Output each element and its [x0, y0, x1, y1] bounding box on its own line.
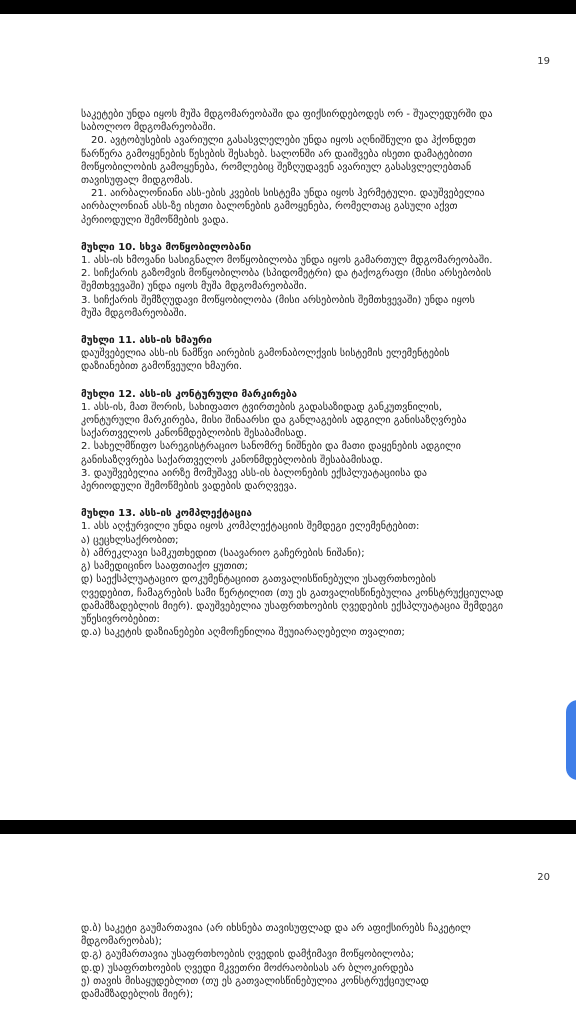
section-heading: მუხლი 11. ასს-ის ხმაური [81, 335, 212, 347]
text-line: დაუშვებელია ასს-ის ნამწვი აირების გამონაბოლქვის სისტემის ელემენტების [81, 348, 450, 360]
section-12-body [81, 401, 550, 493]
text-line: გ) სამედიცინო სააფთიაქო ყუთით; [81, 561, 249, 573]
text-line: მუშა მდგომარეობაში. [81, 307, 187, 319]
text-line: დ.დ) უსაფრთხოების ღვედი მკვეთრი მოძრაობისას არ ბლოკირდება [81, 962, 414, 974]
section-10-body [81, 254, 550, 320]
page-separator-bar [0, 820, 576, 834]
text-line: 1. ასს-ის ხმოვანი სასიგნალო მოწყობილობა უნდა იყოს გამართულ მდგომარეობაში. [81, 255, 493, 267]
text-line: დამამზადებლის მიერ). დაუშვებელია უსაფრთხოების ღვედების ექსპლუატაცია შემდეგი [81, 600, 504, 612]
page-number: 19 [537, 56, 550, 67]
text-line: კონტურული მარკირება, მისი შინაარსი და განლაგების ადგილი განისაზღვრება [81, 415, 467, 427]
text-line: 3. სიჩქარის შემზღუდავი მოწყობილობა (მისი არსებობის შემთხვევაში) უნდა იყოს [81, 294, 475, 306]
text-line: მოწყობილობის გამოყენება, რომლებიც შეზღუდავენ ავარიულ გასასვლელებთან [81, 161, 472, 173]
text-line: 2. სახელმწიფო სარეგისტრაციო სანომრე ნიშნები და მათი დაყენების ადგილი [81, 441, 461, 453]
scroll-handle[interactable] [566, 700, 576, 780]
text-line: ე) თავის მისაყუდებლით (თუ ეს გათვალისწინებულია კონსტრუქციულად [81, 975, 429, 987]
section-13-body [81, 520, 550, 639]
text-line: ა) ცეცხლსაქრობით; [81, 534, 179, 546]
page-number: 20 [537, 872, 550, 883]
text-line: საქართველოს კანონმდებლობის შესაბამისად. [81, 428, 307, 440]
section-heading: მუხლი 13. ასს-ის კომპლექტაცია [81, 508, 252, 520]
intro-paragraph [81, 108, 550, 227]
text-line: განისაზღვრება საქართველოს კანონმდებლობის შესაბამისად. [81, 454, 383, 466]
top-black-bar [0, 0, 576, 14]
text-line: ბ) ამრეკლავი სამკუთხედით (საავარიო გაჩერების ნიშანი); [81, 547, 365, 559]
text-line: საკეტები უნდა იყოს მუშა მდგომარეობაში და ფიქსირდებოდეს ორ - შუალედურში და [81, 109, 493, 120]
text-line: 21. აირბალონიანი ასს-ების კვების სისტემა უნდა იყოს ჰერმეტული. დაუშვებელია [91, 188, 485, 200]
text-line: წარწერა გამოყენების წესების შესახებ. სალონში არ დაიშვება ისეთი დამატებითი [81, 148, 473, 160]
text-line: შემთხვევაში) უნდა იყოს მუშა მდგომარეობაში. [81, 281, 307, 293]
text-line: 1. ასს-ის, მათ შორის, სახიფათო ტვირთების გადასაზიდად განკუთვნილის, [81, 401, 443, 413]
text-line: 3. დაუშვებელია აირზე მომუშავე ასს-ის ბალონების ექსპლუატაციისა და [81, 467, 427, 479]
section-heading: მუხლი 12. ასს-ის კონტურული მარკირება [81, 388, 298, 400]
text-line: უწესივრობებით: [81, 613, 160, 625]
text-line: 1. ასს აღჭურვილი უნდა იყოს კომპლექტაციის შემდეგი ელემენტებით: [81, 521, 420, 533]
text-line: 20. ავტობუსების ავარიული გასასვლელები უნდა იყოს აღნიშნული და ჰქონდეთ [91, 135, 476, 147]
page-19-content [81, 108, 550, 639]
text-line: დაზიანებით გამოწვეული ხმაური. [81, 361, 243, 373]
text-line: აირბალონიან ასს-ზე ისეთი ბალონების გამოყენება, რომელთაც გასული აქვთ [81, 201, 458, 213]
text-line: დ) საექსპლუატაციო დოკუმენტაციით გათვალისწინებული უსაფრთხოების [81, 574, 437, 586]
text-line: 2. სიჩქარის გაზომვის მოწყობილობა (სპიდომეტრი) და ტაქოგრაფი (მისი არსებობის [81, 268, 492, 280]
text-line: საბოლოო მდგომარეობაში. [81, 122, 216, 134]
text-line: თავისუფალ მიდგომას. [81, 175, 193, 187]
text-line: ღვედებით, ჩამაგრების სამი წერტილით (თუ ეს გათვალისწინებულია კონსტრუქციულად [81, 587, 504, 599]
section-11-body [81, 347, 550, 373]
text-line: დ.გ) გაუმართავია უსაფრთხოების ღვედის დამჭიმავი მოწყობილობა; [81, 949, 415, 961]
text-line: პერიოდული შემოწმების ვადების დარღვევა. [81, 481, 298, 493]
text-line: დამამზადებლის მიერ); [81, 989, 194, 1001]
text-line: დ.ა) საკეტის დაზიანებები აღმოჩენილია შეუიარაღებელი თვალით; [81, 627, 405, 639]
text-line: პერიოდული შემოწმების ვადა. [81, 214, 229, 226]
section-heading: მუხლი 10. სხვა მოწყობილობანი [81, 241, 252, 253]
page-20-content [81, 922, 550, 1001]
text-line: მდგომარეობას); [81, 936, 163, 948]
text-line: დ.ბ) საკეტი გაუმართავია (არ იხსნება თავისუფლად და არ აფიქსირებს ჩაკეტილ [81, 923, 471, 934]
